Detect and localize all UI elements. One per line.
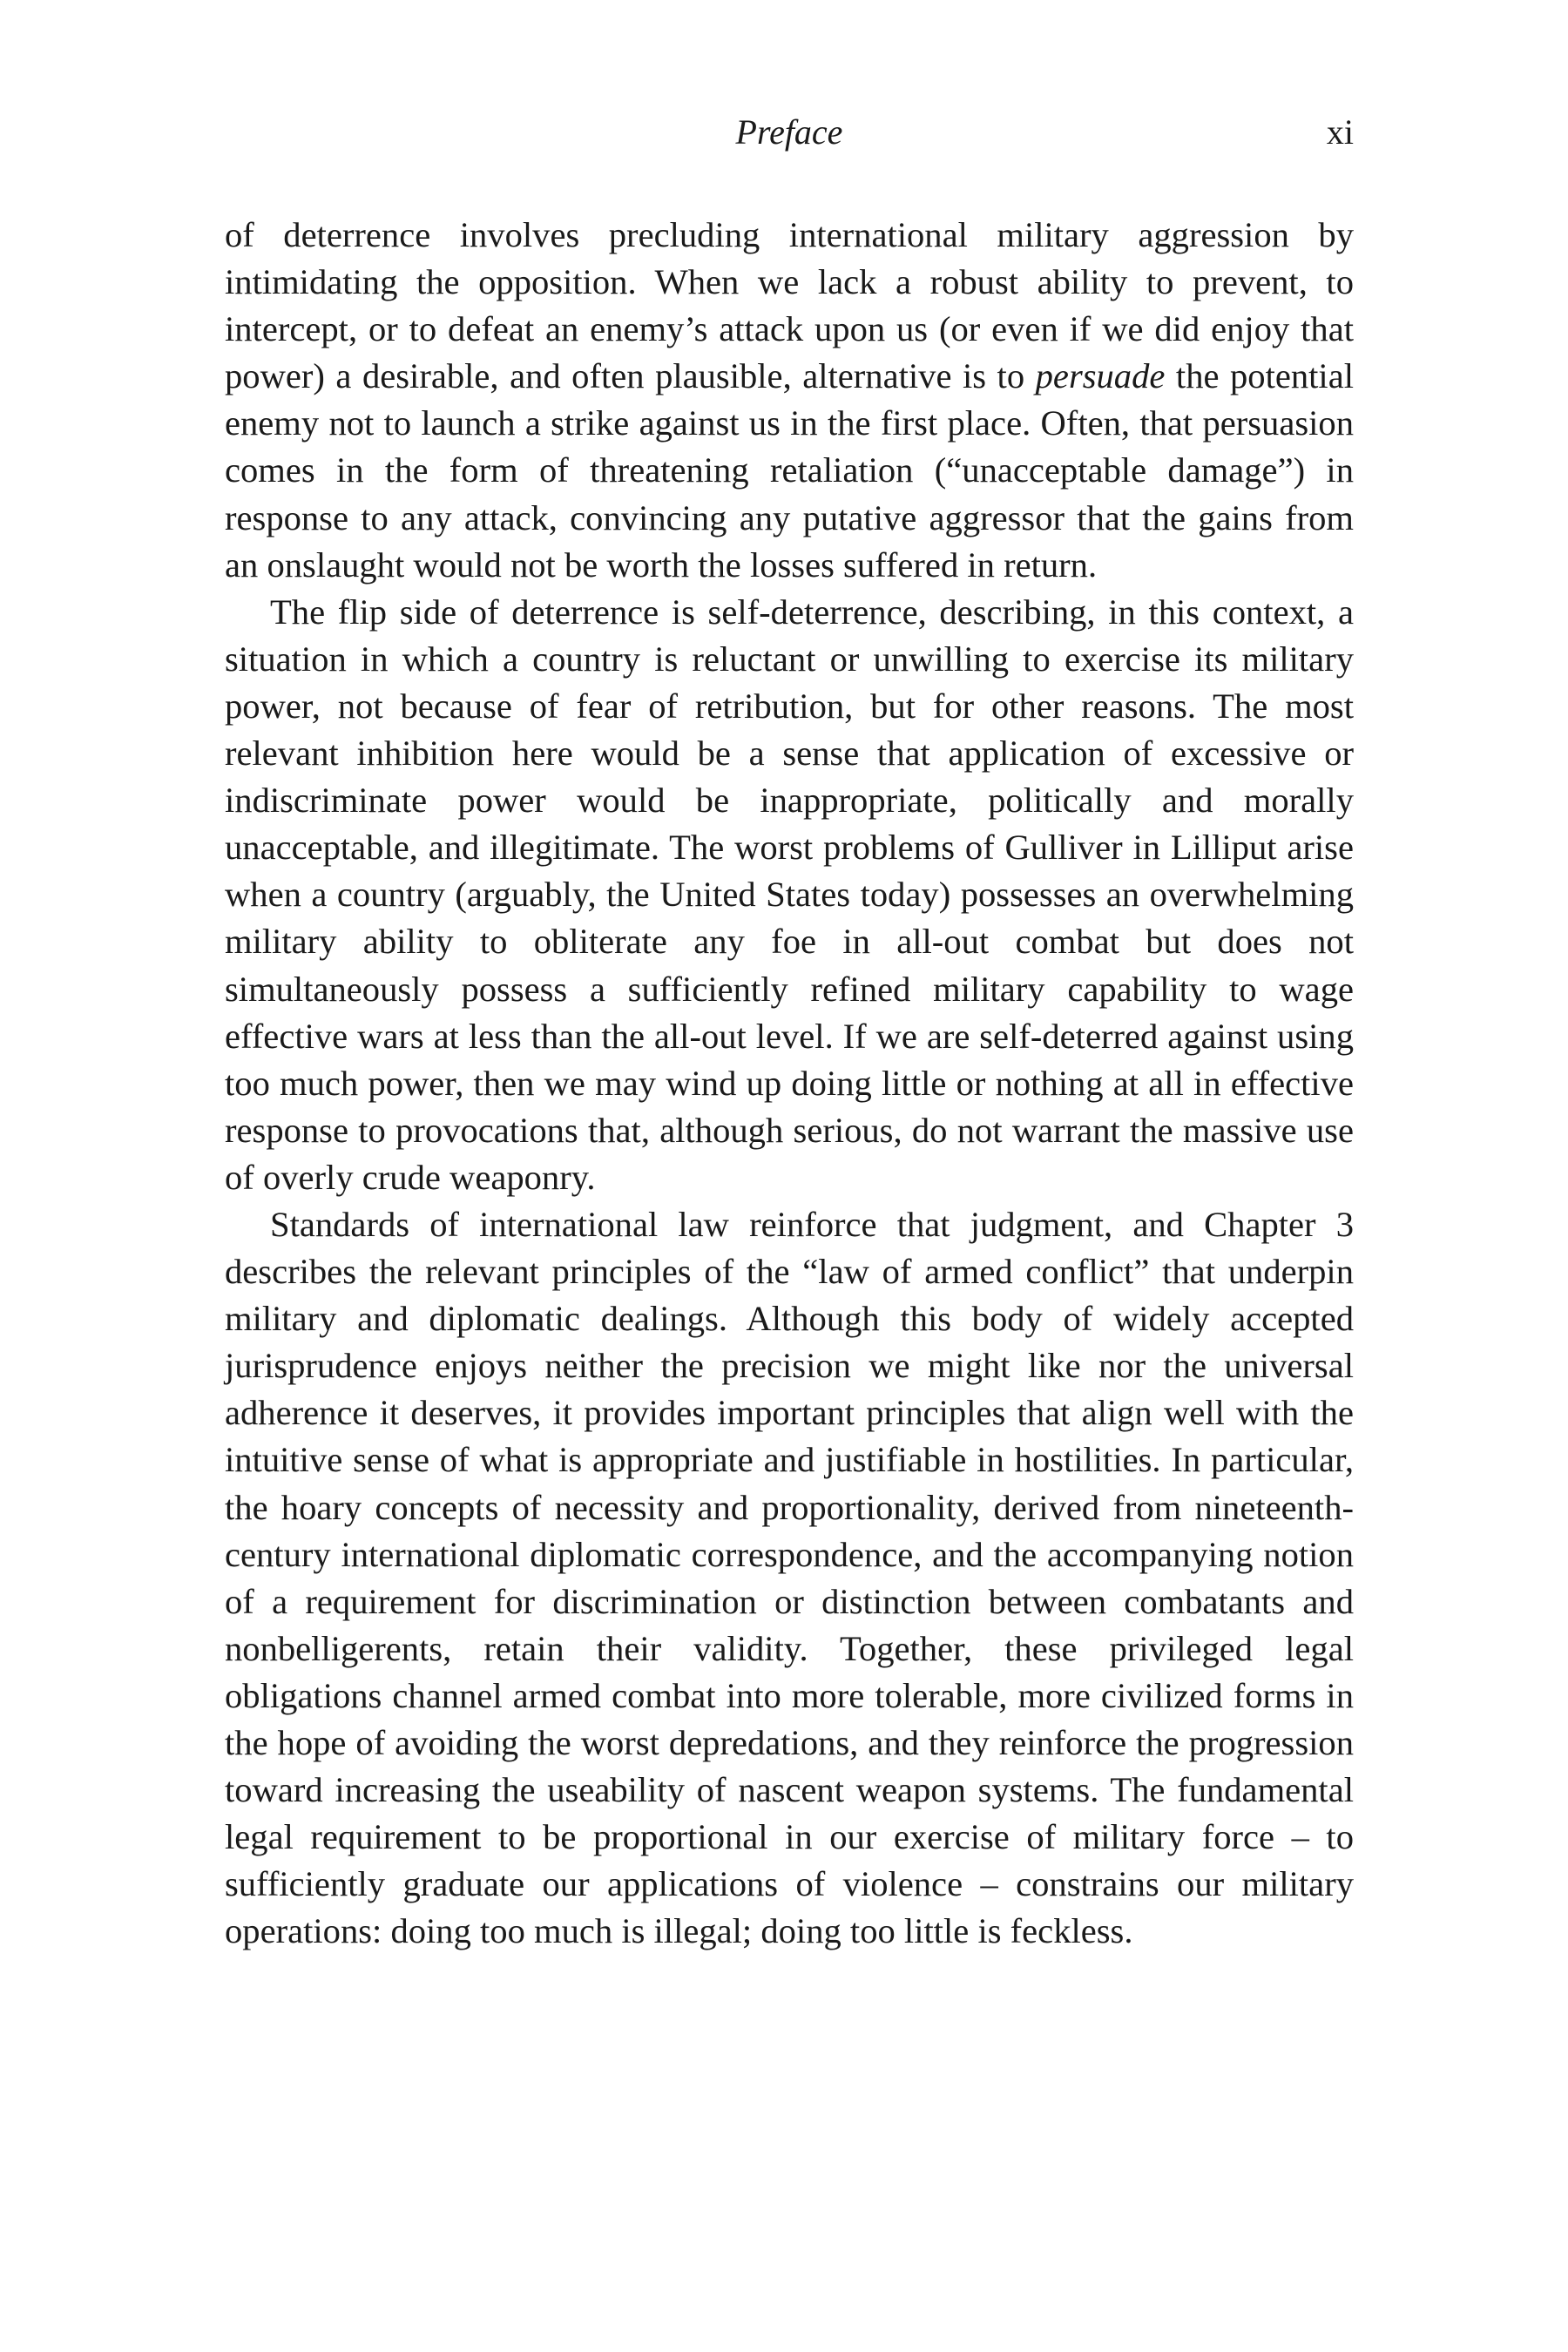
body-text: [225, 212, 1354, 1955]
paragraph-international-law: Standards of international law reinforce that judgment, and Chapter 3 describes the relevant principles of the “law of armed conflict” that underpin military and diplomatic dealings. Although this body of widely accepted jurisprudence enjoys neither the precision we might like nor the universal adherence it deserves, it provides important principles that align well with the intuitive sense of what is appropriate and justifiable in hostilities. In particular, the hoary concepts of necessity and proportionality, derived from nineteenth-century international diplomatic correspondence, and the accompanying notion of a requirement for discrimination or distinction between combatants and nonbelligerents, retain their validity. Together, these privileged legal obligations channel armed combat into more tolerable, more civilized forms in the hope of avoiding the worst depredations, and they reinforce the progression toward increasing the useability of nascent weapon systems. The fundamental legal requirement to be proportional in our exercise of military force – to sufficiently graduate our applications of violence – constrains our military operations: doing too much is illegal; doing too little is feckless.: [225, 1204, 1354, 1951]
paragraph-continued: [225, 212, 1354, 589]
page-number: xi: [1326, 112, 1354, 152]
running-head: [225, 112, 1354, 164]
text-segment: the potential enemy not to launch a strike against us in the first place. Often, that persuasion comes in the form of threatening retaliation (“unacceptable damage”) in response to any attack, convincing any putative aggressor that the gains from an onslaught would not be worth the losses suffered in return.: [225, 356, 1354, 585]
paragraph-self-deterrence: The flip side of deterrence is self-deterrence, describing, in this context, a situation in which a country is reluctant or unwilling to exercise its military power, not because of fear of retribution, but for other reasons. The most relevant inhibition here would be a sense that application of excessive or indiscriminate power would be inappropriate, politically and morally unacceptable, and illegitimate. The worst problems of Gulliver in Lilliput arise when a country (arguably, the United States today) possesses an overwhelming military ability to obliterate any foe in all-out combat but does not simultaneously possess a sufficiently refined military capability to wage effective wars at less than the all-out level. If we are self-deterred against using too much power, then we may wind up doing little or nothing at all in effective response to provocations that, although serious, do not warrant the massive use of overly crude weaponry.: [225, 591, 1354, 1197]
italic-term: persuade: [1035, 356, 1166, 396]
running-title: Preface: [735, 112, 843, 152]
text-segment: of deterrence involves precluding international military aggression by intimidating the opposition. When we lack a robust ability to prevent, to intercept, or to defeat an enemy’s attack upon us (or even if we did enjoy that power) a desirable, and often plausible, alternative is to: [225, 215, 1354, 396]
